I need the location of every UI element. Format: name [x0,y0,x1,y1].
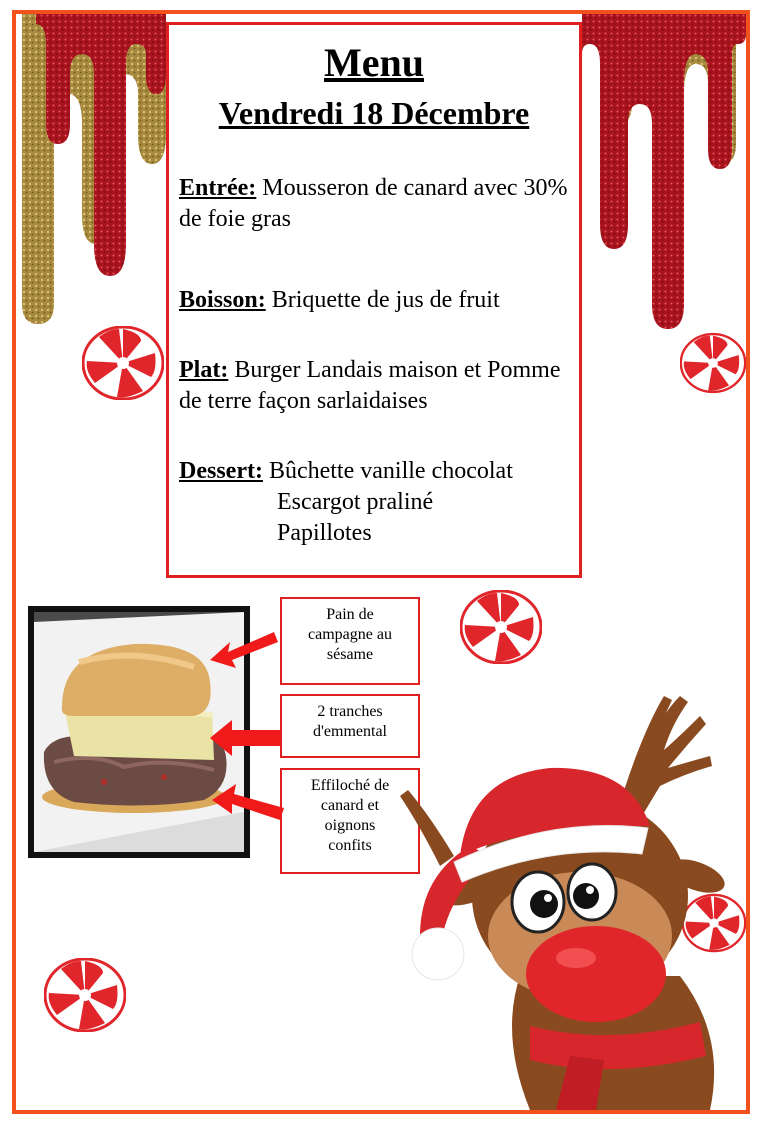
course-boisson [179,285,575,316]
menu-card [166,22,582,578]
label-line: d'emmental [313,723,387,740]
label-line: confits [328,837,372,854]
label-line: Effiloché de [310,777,390,794]
menu-title: Menu [324,40,424,85]
label-line: oignons [324,817,376,834]
course-text: Burger Landais maison et Pomme de terre façon sarlaidaises [179,357,561,414]
course-plat [179,355,575,417]
course-label: Boisson: [179,287,266,313]
course-label: Plat: [179,357,229,383]
menu-date: Vendredi 18 Décembre [218,95,530,131]
dessert-extra-list [277,487,577,549]
course-text: Mousseron de canard avec 30% de foie gras [179,175,568,232]
course-entree [179,173,575,235]
label-line: Pain de [326,606,374,623]
label-line: sésame [326,646,374,663]
red-arrow-icon [210,620,278,670]
label-line: campagne au [308,626,392,643]
course-text: Briquette de jus de fruit [265,287,500,313]
course-label: Dessert: [179,458,263,484]
course-dessert [179,456,575,487]
red-arrow-icon [212,782,284,828]
label-line: canard et [320,797,380,814]
reindeer-illustration [380,676,746,1110]
peppermint-candy-icon [460,590,542,664]
red-arrow-icon [210,718,280,758]
peppermint-candy-icon [82,326,164,400]
course-text: Bûchette vanille chocolat [262,458,513,484]
peppermint-candy-icon [44,958,126,1032]
peppermint-candy-icon [680,326,746,400]
label-line: 2 tranches [317,703,383,720]
label-bun [280,597,420,685]
dessert-item: Escargot praliné [277,489,434,515]
dessert-item: Papillotes [277,520,372,546]
course-label: Entrée: [179,175,257,201]
